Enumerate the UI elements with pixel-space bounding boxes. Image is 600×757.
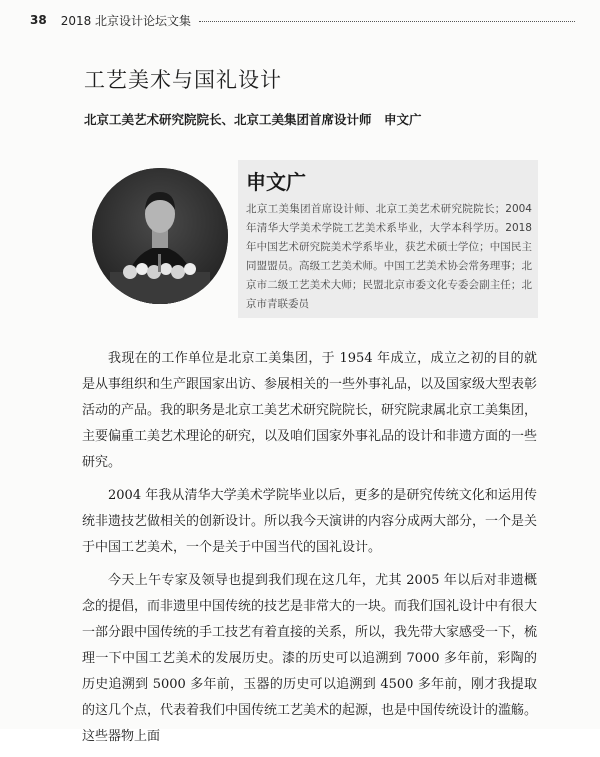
page-number: 38 bbox=[30, 13, 47, 27]
profile-bio: 北京工美集团首席设计师、北京工美艺术研究院院长；2004年清华大学美术学院工艺美术系毕业，大学本科学历。2018年中国艺术研究院美术学系毕业，获艺术硕士学位；中国民主同盟盟员。高级工艺美术师。中国工艺美术协会常务理事；北京市二级工艺美术大师；民盟北京市委文化专委会副主任；北京市青联委员 bbox=[246, 203, 532, 310]
profile-name: 申文广 bbox=[246, 170, 306, 194]
author-byline: 北京工美艺术研究院院长、北京工美集团首席设计师 申文广 bbox=[84, 112, 422, 127]
body-paragraph: 2004 年我从清华大学美术学院毕业以后，更多的是研究传统文化和运用传统非遗技艺做相关的创新设计。所以我今天演讲的内容分成两大部分，一个是关于中国工艺美术，一个是关于中国当代的国礼设计。 bbox=[82, 488, 538, 555]
portrait-icon bbox=[92, 168, 228, 304]
book-title: 2018 北京设计论坛文集 bbox=[60, 13, 192, 28]
author-profile bbox=[0, 150, 600, 325]
author-photo bbox=[92, 168, 228, 304]
header-divider bbox=[199, 21, 575, 22]
body-paragraph: 今天上午专家及领导也提到我们现在这几年，尤其 2005 年以后对非遗概念的提倡，而非遗里中国传统的技艺是非常大的一块。而我们国礼设计中有很大一部分跟中国传统的手工技艺有着直接的关系，所以，我先带大家感受一下，梳理一下中国工艺美术的发展历史。漆的历史可以追溯到 7000 多年前，彩陶的历史追溯到 5000 多年前，玉器的历史可以追溯到 4500 多年前，刚才我提取的这几个点，代表着我们中国传统工艺美术的起源，也是中国传统设计的滥觞。这些器物上面 bbox=[82, 573, 538, 744]
article-title: 工艺美术与国礼设计 bbox=[84, 68, 282, 92]
running-header bbox=[30, 10, 575, 30]
body-paragraph: 我现在的工作单位是北京工美集团，于 1954 年成立，成立之初的目的就是从事组织和生产跟国家出访、参展相关的一些外事礼品，以及国家级大型表彰活动的产品。我的职务是北京工美艺术研究院院长，研究院隶属北京工美集团，主要偏重工美艺术理论的研究，以及咱们国家外事礼品的设计和非遗方面的一些研究。 bbox=[82, 351, 538, 470]
article-body bbox=[82, 346, 537, 757]
